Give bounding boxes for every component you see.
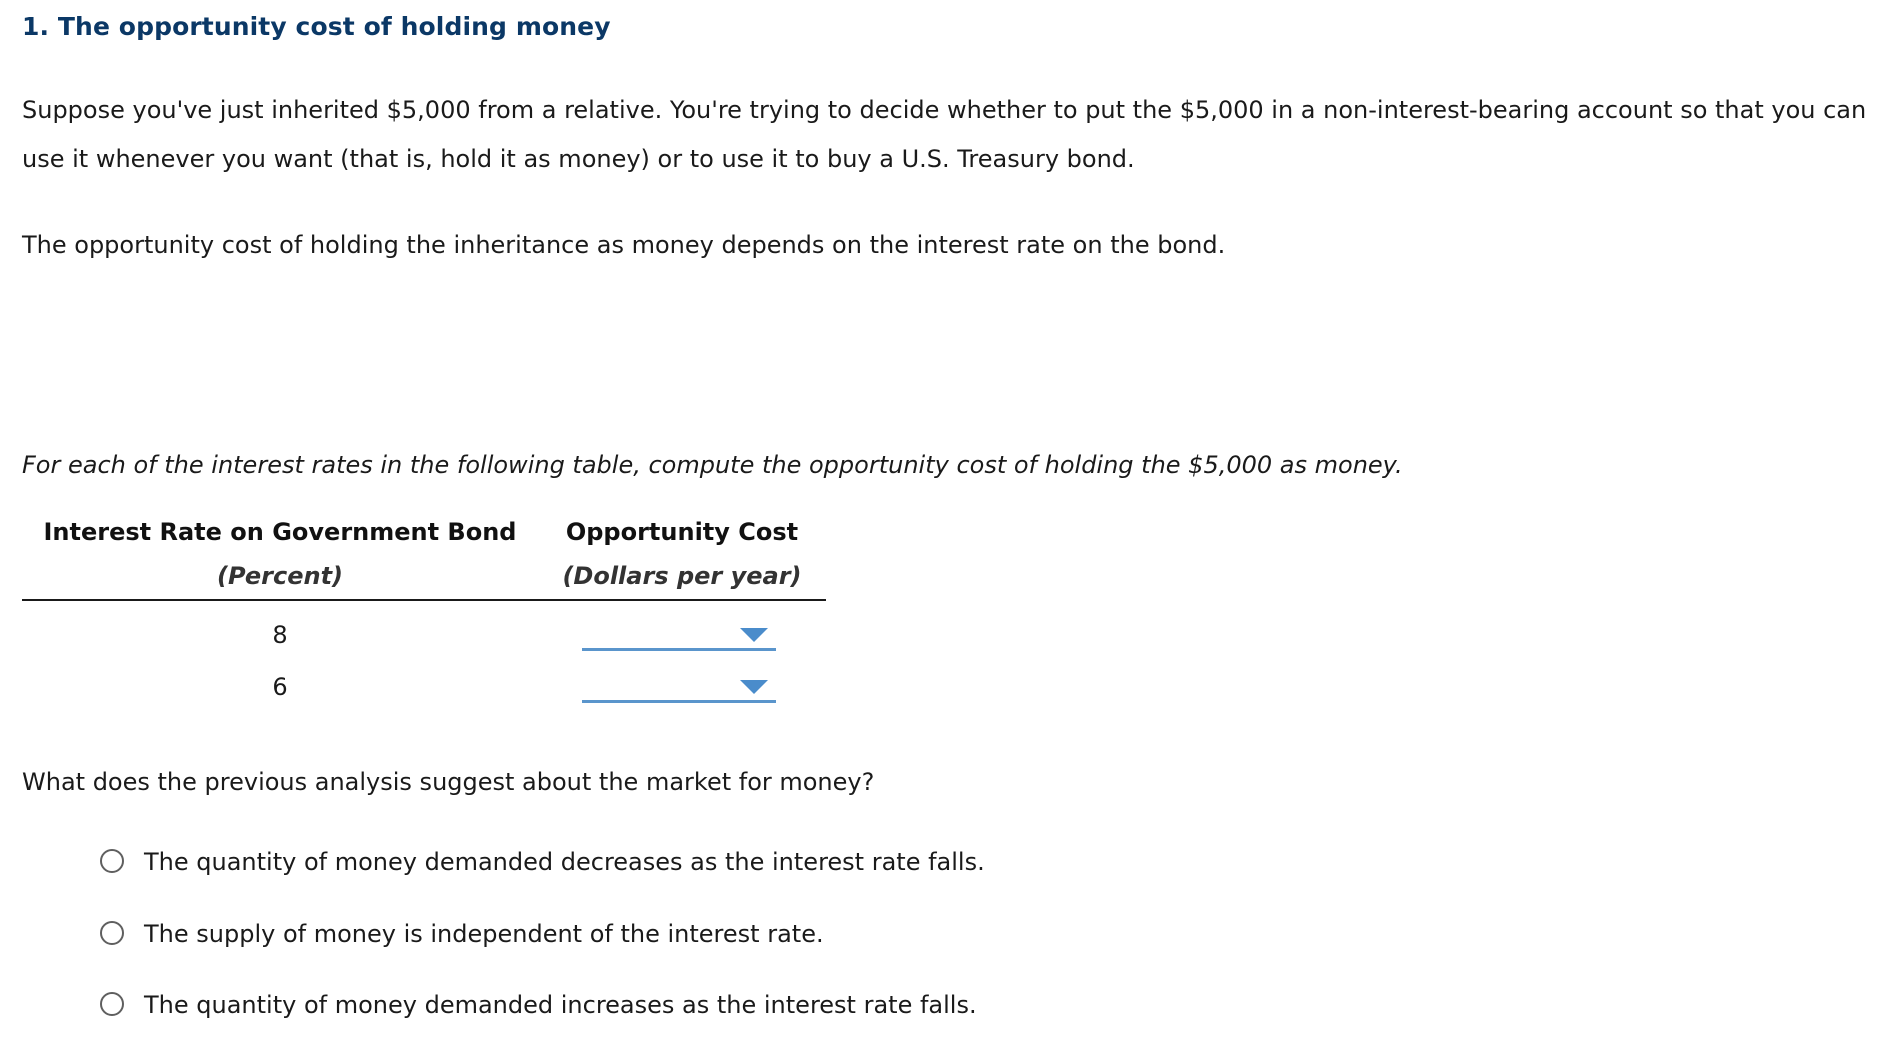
answer-option-label[interactable]: The quantity of money demanded decreases as the interest rate falls. [144, 848, 985, 876]
header-opportunity-cost: Opportunity Cost [565, 518, 799, 546]
table-header-divider [22, 599, 826, 601]
chevron-down-icon [740, 628, 768, 642]
chevron-down-icon [740, 680, 768, 694]
header-interest-rate: Interest Rate on Government Bond [43, 518, 517, 546]
opportunity-cost-dropdown[interactable] [582, 618, 776, 651]
table-instructions: For each of the interest rates in the following table, compute the opportunity cost of holding the $5,000 as money. [22, 451, 1403, 479]
table-row-rate: 6 [272, 673, 288, 701]
question-title: 1. The opportunity cost of holding money [22, 12, 611, 41]
header-opportunity-cost-unit: (Dollars per year) [562, 562, 802, 590]
opportunity-cost-dropdown[interactable] [582, 670, 776, 703]
header-interest-rate-unit: (Percent) [216, 562, 344, 590]
table-row-rate: 8 [272, 621, 288, 649]
radio-button[interactable] [100, 849, 124, 873]
answer-option-label[interactable]: The quantity of money demanded increases as the interest rate falls. [144, 991, 977, 1019]
radio-button[interactable] [100, 921, 124, 945]
answer-option-label[interactable]: The supply of money is independent of the interest rate. [144, 920, 824, 948]
context-paragraph: The opportunity cost of holding the inheritance as money depends on the interest rate on the bond. [22, 231, 1226, 259]
analysis-question: What does the previous analysis suggest about the market for money? [22, 768, 875, 796]
intro-paragraph: Suppose you've just inherited $5,000 from a relative. You're trying to decide whether to put the $5,000 in a non-interest-bearing account so that you can use it whenever you want (that is, hold it as money) or to use it to buy a U.S. Treasury bond. [22, 96, 1867, 173]
radio-button[interactable] [100, 992, 124, 1016]
